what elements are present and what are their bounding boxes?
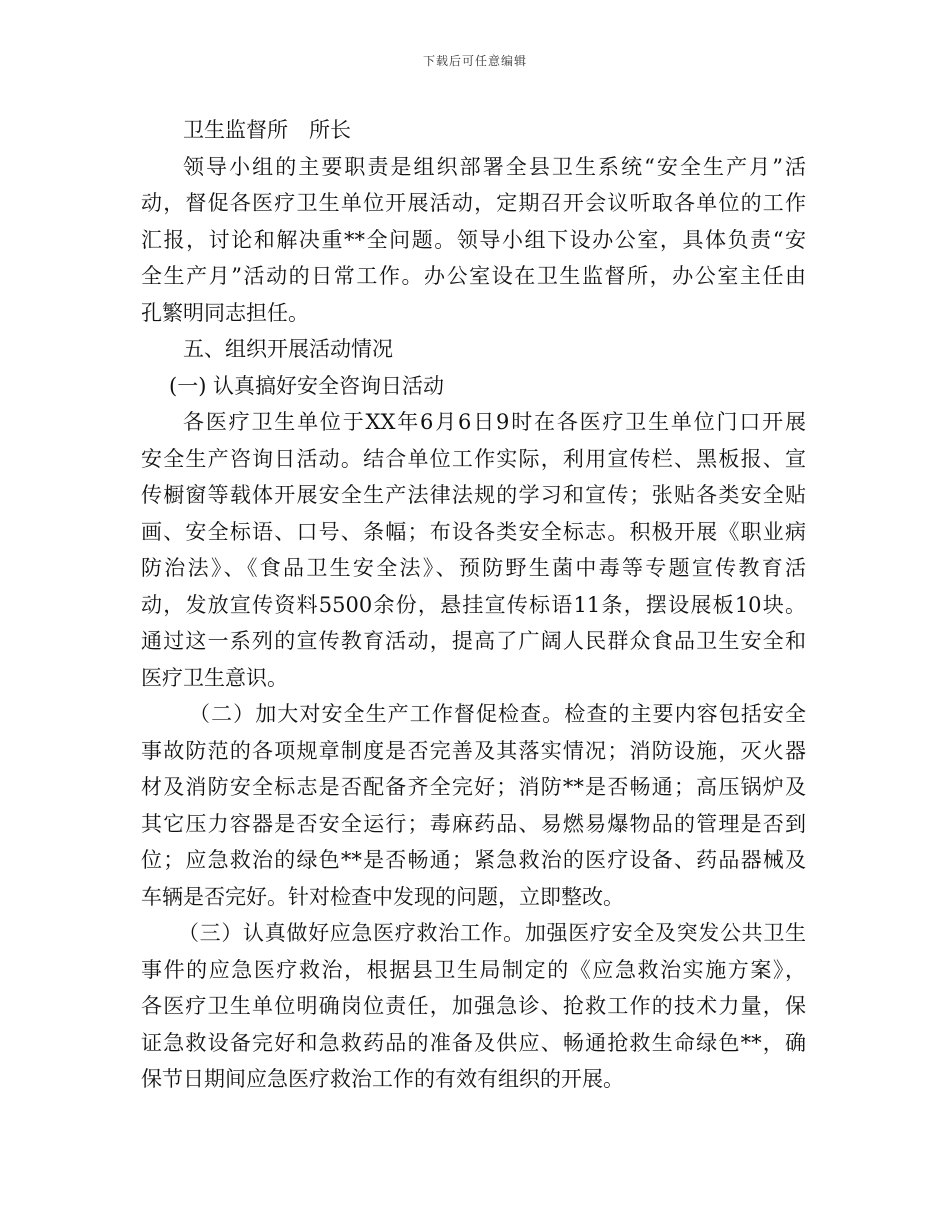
text-line: 车辆是否完好。针对检查中发现的问题，立即整改。 bbox=[141, 884, 624, 909]
page-header: 下载后可任意编辑 bbox=[422, 54, 527, 68]
text-line: (一) 认真搞好安全咨询日活动 bbox=[169, 373, 445, 398]
text-line: 材及消防安全标志是否配备齐全完好；消防**是否畅通；高压锅炉及 bbox=[141, 775, 806, 799]
text-line: 防治法》、《食品卫生安全法》、预防野生菌中毒等专题宣传教育活 bbox=[141, 556, 806, 580]
text-line: 通过这一系列的宣传教育活动，提高了广阔人民群众食品卫生安全和 bbox=[141, 629, 806, 653]
text-line: 事件的应急医疗救治，根据县卫生局制定的《应急救治实施方案》， bbox=[141, 957, 806, 982]
text-line: 孔繁明同志担任。 bbox=[141, 300, 309, 325]
text-line: 证急救设备完好和急救药品的准备及供应、畅通抢救生命绿色**，确 bbox=[141, 1030, 806, 1055]
text-line: 领导小组的主要职责是组织部署全县卫生系统“安全生产月”活 bbox=[183, 154, 806, 179]
text-line: 动，发放宣传资料5500余份，悬挂宣传标语11条，摆设展板10块。 bbox=[141, 592, 806, 617]
text-line: 安全生产咨询日活动。结合单位工作实际，利用宣传栏、黑板报、宣 bbox=[141, 446, 806, 471]
text-line: 卫生监督所 所长 bbox=[183, 118, 351, 142]
text-line: 汇报，讨论和解决重**全问题。领导小组下设办公室，具体负责“安 bbox=[141, 227, 806, 252]
text-line: 五、组织开展活动情况 bbox=[183, 337, 393, 361]
text-line: 传橱窗等载体开展安全生产法律法规的学习和宣传；张贴各类安全贴 bbox=[141, 483, 806, 507]
text-line: 其它压力容器是否安全运行；毒麻药品、易燃易爆物品的管理是否到 bbox=[141, 811, 806, 836]
text-line: 医疗卫生意识。 bbox=[141, 665, 288, 690]
document-body bbox=[141, 112, 806, 1098]
text-line: 保节日期间应急医疗救治工作的有效有组织的开展。 bbox=[141, 1067, 624, 1091]
text-line: 各医疗卫生单位于XX年6月6日9时在各医疗卫生单位门口开展 bbox=[183, 410, 806, 434]
text-line: 画、安全标语、口号、条幅；布设各类安全标志。积极开展《职业病 bbox=[141, 519, 806, 544]
text-line: （三）认真做好应急医疗救治工作。加强医疗安全及突发公共卫生 bbox=[178, 921, 806, 945]
text-line: 全生产月”活动的日常工作。办公室设在卫生监督所，办公室主任由 bbox=[141, 264, 806, 288]
text-line: （二）加大对安全生产工作督促检查。检查的主要内容包括安全 bbox=[189, 702, 806, 726]
text-line: 各医疗卫生单位明确岗位责任，加强急诊、抢救工作的技术力量，保 bbox=[141, 994, 806, 1018]
text-line: 位；应急救治的绿色**是否畅通；紧急救治的医疗设备、药品器械及 bbox=[141, 848, 806, 872]
text-line: 事故防范的各项规章制度是否完善及其落实情况；消防设施，灭火器 bbox=[141, 738, 806, 763]
text-line: 动，督促各医疗卫生单位开展活动，定期召开会议听取各单位的工作 bbox=[141, 191, 806, 215]
